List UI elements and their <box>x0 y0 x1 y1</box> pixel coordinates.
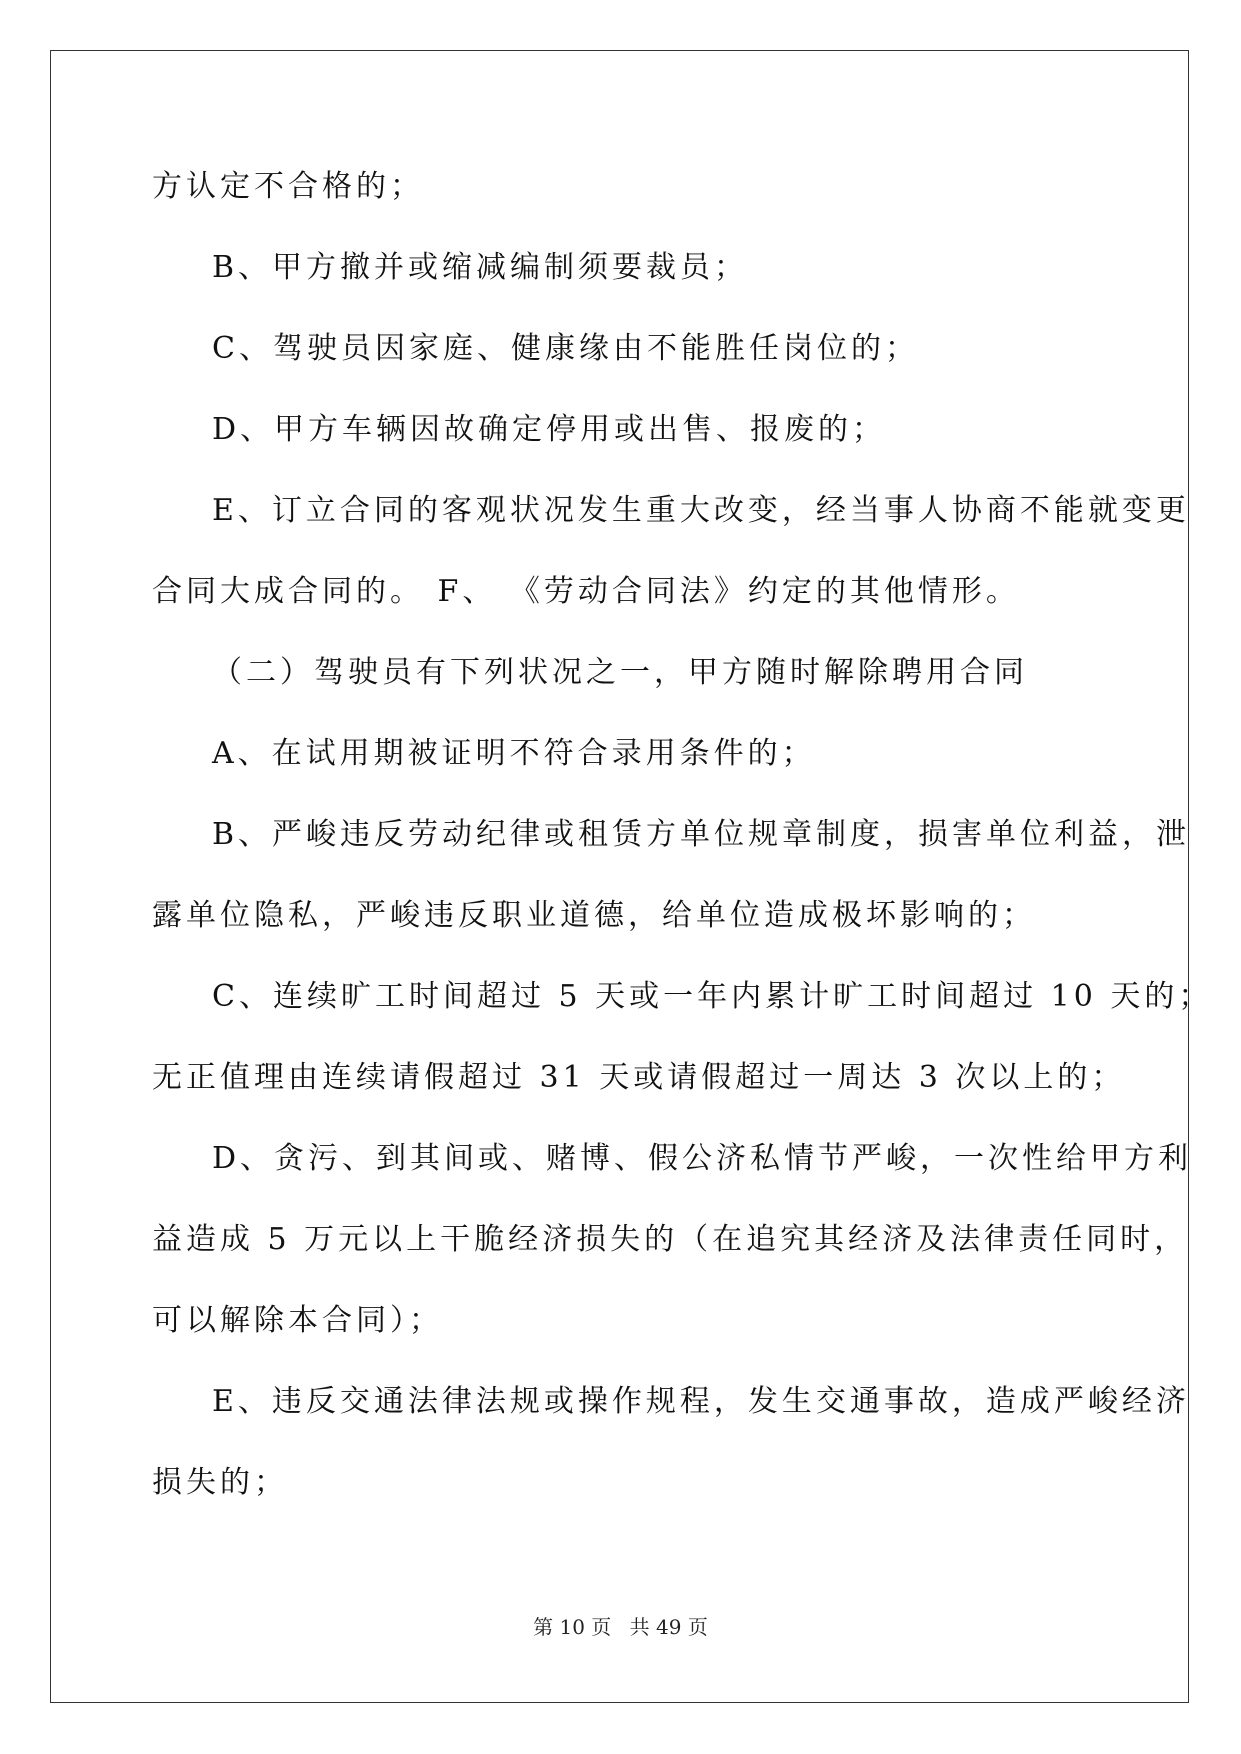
page-number: 第 10 页 <box>533 1615 612 1639</box>
text-line-15: 可以解除本合同）； <box>152 1303 443 1338</box>
text-line-17: 损失的； <box>152 1465 288 1500</box>
text-line-1: 方认定不合格的； <box>152 169 424 204</box>
document-body <box>152 162 1213 1539</box>
text-line-6: 合同大成合同的。 F、 《劳动合同法》约定的其他情形。 <box>152 574 1020 609</box>
text-line-11: C、连续旷工时间超过 5 天或一年内累计旷工时间超过 10 天的； <box>212 979 1213 1014</box>
text-line-5: E、订立合同的客观状况发生重大改变，经当事人协商不能就变更 <box>212 493 1190 528</box>
text-line-13: D、贪污、到其间或、赌博、假公济私情节严峻，一次性给甲方利 <box>212 1141 1193 1176</box>
page-total: 共 49 页 <box>629 1615 708 1639</box>
text-line-8: A、在试用期被证明不符合录用条件的； <box>212 736 816 771</box>
text-line-16: E、违反交通法律法规或操作规程，发生交通事故，造成严峻经济 <box>212 1384 1190 1419</box>
text-line-4: D、甲方车辆因故确定停用或出售、报废的； <box>212 412 887 447</box>
text-line-7: （二）驾驶员有下列状况之一，甲方随时解除聘用合同 <box>212 655 1028 690</box>
text-line-12: 无正值理由连续请假超过 31 天或请假超过一周达 3 次以上的； <box>152 1060 1126 1095</box>
text-line-9: B、严峻违反劳动纪律或租赁方单位规章制度，损害单位利益，泄 <box>212 817 1191 852</box>
text-line-3: C、驾驶员因家庭、健康缘由不能胜任岗位的； <box>212 331 919 366</box>
text-line-10: 露单位隐私，严峻违反职业道德，给单位造成极坏影响的； <box>152 898 1036 933</box>
text-line-2: B、甲方撤并或缩减编制须要裁员； <box>212 250 749 285</box>
text-line-14: 益造成 5 万元以上干脆经济损失的（在追究其经济及法律责任同时， <box>152 1222 1189 1257</box>
page-footer <box>0 1614 1241 1640</box>
